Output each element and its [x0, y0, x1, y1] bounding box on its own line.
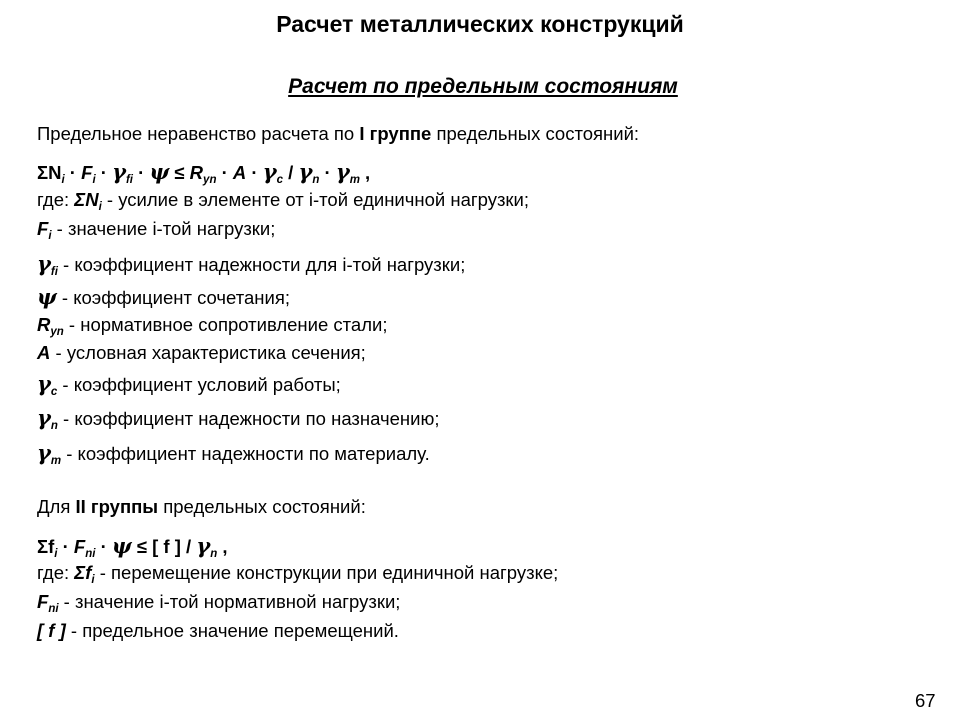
group2-def [37, 619, 399, 650]
where-symbol: ΣN [74, 189, 99, 210]
formula-op: · [95, 162, 113, 183]
formula-sum-n: ΣN [37, 162, 62, 183]
def-text: - значение i-той нагрузки; [51, 218, 276, 239]
def-sub: yn [50, 326, 64, 338]
def-symbol: γ [37, 405, 51, 430]
group1-def [37, 406, 439, 438]
def-sub: i [48, 230, 52, 242]
formula-a: A [232, 162, 247, 183]
group2-intro-suffix: предельных состояний: [158, 496, 366, 517]
page-number: 67 [915, 690, 936, 711]
group1-def [37, 252, 465, 284]
def-text: - предельное значение перемещений. [65, 620, 399, 641]
formula-op: · [64, 162, 82, 183]
formula-gamma: γ [112, 159, 126, 184]
group1-def [37, 441, 430, 473]
formula-gamma: γ [196, 533, 211, 558]
group1-intro-prefix: Предельное неравенство расчета по [37, 123, 360, 144]
def-sub: ni [48, 603, 59, 615]
formula-op: · [246, 162, 263, 183]
def-symbol: F [37, 218, 49, 239]
def-symbol: A [37, 342, 51, 363]
where-prefix: где: [37, 562, 75, 583]
formula-psi: ψ [149, 159, 170, 184]
formula-op: · [95, 536, 112, 557]
formula-r: R [189, 162, 204, 183]
def-text: - коэффициент надежности по назначению; [57, 408, 440, 429]
group1-intro-bold: I группе [359, 123, 432, 144]
formula-gamma: γ [262, 159, 277, 184]
def-text: - условная характеристика сечения; [50, 342, 366, 363]
formula-op: , [217, 536, 228, 557]
def-symbol: γ [37, 440, 51, 465]
where-text: - усилие в элементе от i-той единичной нагрузки; [101, 189, 529, 210]
def-symbol: γ [37, 251, 51, 276]
group2-where [37, 561, 558, 592]
def-text: - коэффициент надежности по материалу. [61, 443, 430, 464]
group2-intro-prefix: Для [37, 496, 76, 517]
def-text: - нормативное сопротивление стали; [63, 314, 388, 335]
group1-where [37, 188, 529, 219]
where-sub: i [98, 201, 102, 213]
formula-op: · [216, 162, 233, 183]
formula-psi: ψ [111, 533, 132, 558]
def-text: - значение i-той нормативной нагрузки; [58, 591, 401, 612]
formula-sub: c [276, 174, 284, 186]
where-sub: i [91, 574, 95, 586]
formula-sub: n [312, 174, 320, 186]
def-sub: m [50, 455, 62, 467]
formula-f: F [81, 162, 93, 183]
def-symbol: F [37, 591, 49, 612]
group2-def [37, 590, 400, 621]
group1-def [37, 372, 341, 404]
formula-op: , [359, 162, 371, 183]
group1-intro-suffix: предельных состояний: [431, 123, 640, 144]
formula-sub: i [54, 548, 58, 560]
group1-def [37, 341, 366, 372]
formula-sub: yn [203, 174, 217, 186]
formula-sub: i [92, 174, 96, 186]
formula-gamma: γ [298, 159, 313, 184]
group1-def [37, 217, 275, 248]
def-symbol: [ f ] [37, 620, 66, 641]
def-text: - коэффициент надежности для i-той нагрузки; [57, 254, 466, 275]
formula-sub: ni [85, 548, 96, 560]
def-text: - коэффициент сочетания; [56, 287, 290, 308]
group2-intro-bold: II группы [75, 496, 159, 517]
def-symbol: ψ [37, 284, 57, 309]
formula-sum-f: Σf [37, 536, 55, 557]
where-text: - перемещение конструкции при единичной нагрузке; [94, 562, 559, 583]
group2-intro [37, 495, 366, 519]
def-sub: fi [50, 266, 58, 278]
formula-sub: i [61, 174, 65, 186]
formula-op: ≤ [ f ] / [131, 536, 197, 557]
group1-intro [37, 122, 639, 146]
def-symbol: γ [37, 371, 51, 396]
formula-fn: F [73, 536, 86, 557]
formula-op: · [319, 162, 336, 183]
formula-sub: fi [125, 174, 133, 186]
formula-op: · [57, 536, 74, 557]
slide-title: Расчет металлических конструкций [276, 11, 684, 37]
def-symbol: R [37, 314, 51, 335]
formula-sub: m [349, 174, 360, 186]
formula-gamma: γ [335, 159, 350, 184]
def-text: - коэффициент условий работы; [57, 374, 341, 395]
group1-def [37, 313, 387, 344]
where-symbol: Σf [74, 562, 92, 583]
def-sub: c [50, 386, 58, 398]
formula-op: / [283, 162, 299, 183]
formula-sub: n [210, 548, 218, 560]
formula-op: ≤ [169, 162, 190, 183]
formula-op: · [133, 162, 150, 183]
where-prefix: где: [37, 189, 75, 210]
def-sub: n [50, 420, 58, 432]
slide-subtitle: Расчет по предельным состояниям [288, 75, 678, 98]
